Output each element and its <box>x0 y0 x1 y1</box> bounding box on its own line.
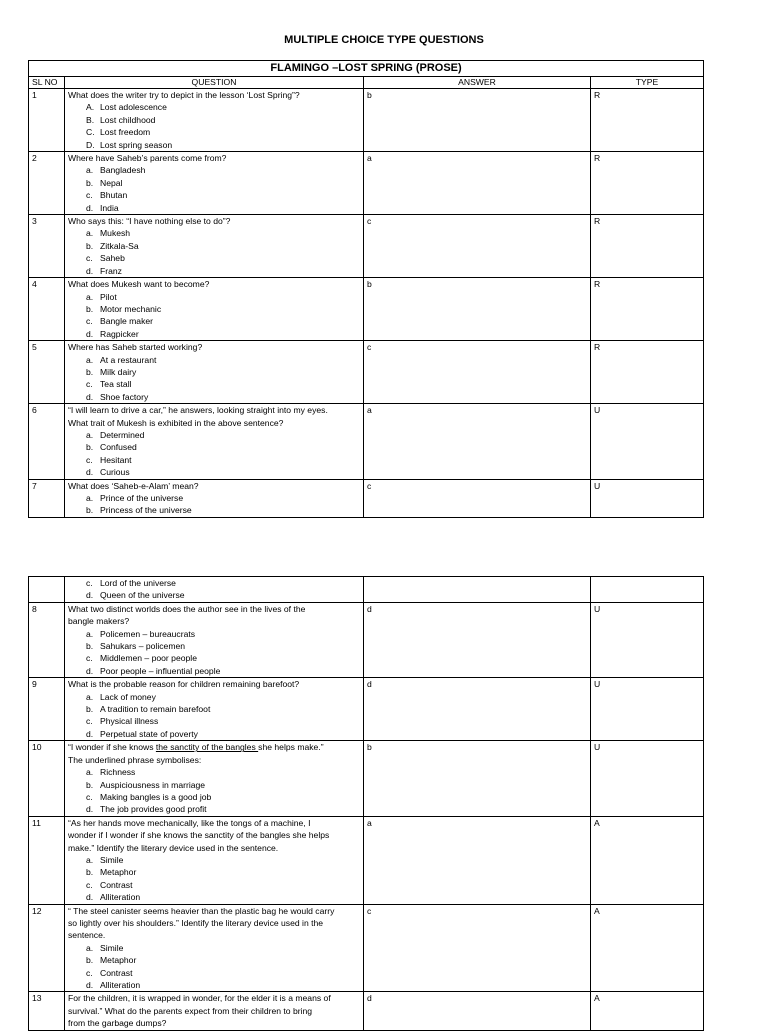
option-text: Metaphor <box>100 867 137 878</box>
slno-cell: 7 <box>29 479 65 517</box>
question-cell <box>65 341 364 404</box>
option <box>68 715 360 727</box>
type-cell <box>591 577 704 603</box>
option-letter: a. <box>86 942 94 953</box>
option <box>68 252 360 264</box>
mcq-table-part-2 <box>28 576 704 1031</box>
option <box>68 954 360 966</box>
option-text: Policemen – bureaucrats <box>100 628 196 639</box>
type-cell: U <box>591 741 704 816</box>
option-letter: d. <box>86 467 94 478</box>
option-text: Sahukars – policemen <box>100 641 186 652</box>
option <box>68 202 360 214</box>
option <box>68 979 360 991</box>
option-text: Princess of the universe <box>100 505 192 516</box>
answer-cell: d <box>364 602 591 677</box>
type-cell: R <box>591 341 704 404</box>
option <box>68 429 360 441</box>
option <box>68 303 360 315</box>
question-row <box>29 992 704 1030</box>
option-text: Franz <box>100 265 122 276</box>
page-title: MULTIPLE CHOICE TYPE QUESTIONS <box>284 34 484 46</box>
slno-cell: 11 <box>29 816 65 904</box>
option-letter: c. <box>86 653 93 664</box>
header-row <box>29 77 704 89</box>
option-text: Bangladesh <box>100 165 146 176</box>
option-text: Tea stall <box>100 379 132 390</box>
type-cell: A <box>591 816 704 904</box>
question-line: sentence. <box>68 930 106 941</box>
answer-cell: b <box>364 278 591 341</box>
option-letter: c. <box>86 253 93 264</box>
option-text: At a restaurant <box>100 354 157 365</box>
option-text: Confused <box>100 442 137 453</box>
slno-cell: 13 <box>29 992 65 1030</box>
question-row <box>29 741 704 816</box>
option-text: Lord of the universe <box>100 578 176 588</box>
option <box>68 291 360 303</box>
option-letter: d. <box>86 980 94 990</box>
option-letter: a. <box>86 628 94 639</box>
option <box>68 640 360 652</box>
question-line: “As her hands move mechanically, like the tongs of a machine, I <box>68 817 311 828</box>
option <box>68 227 360 239</box>
answer-cell: c <box>364 215 591 278</box>
option-text: Perpetual state of poverty <box>100 728 198 739</box>
option-letter: b. <box>86 955 94 966</box>
option <box>68 728 360 740</box>
question-line: What is the probable reason for children remaining barefoot? <box>68 679 300 690</box>
option-text: Shoe factory <box>100 391 149 402</box>
answer-cell <box>364 577 591 603</box>
option-letter: a. <box>86 429 94 440</box>
option-letter: d. <box>86 892 94 903</box>
continued-question-row <box>29 577 704 603</box>
option-letter: b. <box>86 505 94 516</box>
option <box>68 466 360 478</box>
option-text: Determined <box>100 429 145 440</box>
type-cell: A <box>591 992 704 1030</box>
question-cell <box>65 152 364 215</box>
option-letter: c. <box>86 578 93 588</box>
option-letter: a. <box>86 767 94 778</box>
option-letter: b. <box>86 177 94 188</box>
section-title-row <box>29 61 704 77</box>
header-slno: SL NO <box>29 77 65 89</box>
question-line: “I will learn to drive a car,” he answers, looking straight into my eyes. <box>68 405 328 416</box>
question-line: “ The steel canister seems heavier than the plastic bag he would carry <box>68 905 335 916</box>
option-text: Curious <box>100 467 130 478</box>
question-line: Who says this: “I have nothing else to do”? <box>68 216 231 227</box>
question-row <box>29 152 704 215</box>
slno-cell: 4 <box>29 278 65 341</box>
option <box>68 189 360 201</box>
type-cell: U <box>591 602 704 677</box>
type-cell: R <box>591 89 704 152</box>
question-line: What two distinct worlds does the author see in the lives of the <box>68 603 306 614</box>
option <box>68 967 360 979</box>
option <box>68 665 360 677</box>
question-row <box>29 602 704 677</box>
question-row <box>29 404 704 479</box>
option-letter: c. <box>86 791 93 802</box>
option <box>68 240 360 252</box>
answer-cell: b <box>364 89 591 152</box>
question-cell <box>65 479 364 517</box>
option-text: Lost childhood <box>100 114 156 125</box>
type-cell: R <box>591 215 704 278</box>
option <box>68 577 360 589</box>
question-cell <box>65 602 364 677</box>
question-cell <box>65 89 364 152</box>
question-cell <box>65 992 364 1030</box>
option-letter: b. <box>86 867 94 878</box>
question-line: Where has Saheb started working? <box>68 342 203 353</box>
option <box>68 315 360 327</box>
slno-cell: 12 <box>29 904 65 992</box>
option-letter: a. <box>86 493 94 503</box>
question-line <box>68 741 360 753</box>
option-letter: a. <box>86 291 94 302</box>
option-letter: d. <box>86 391 94 402</box>
option <box>68 492 360 504</box>
option-text: Alliteration <box>100 892 141 903</box>
answer-cell: d <box>364 992 591 1030</box>
underlined-phrase: the sanctity of the bangles <box>155 742 259 753</box>
section-title: FLAMINGO –LOST SPRING (PROSE) <box>29 61 704 77</box>
option-text: Queen of the universe <box>100 590 185 601</box>
question-row <box>29 89 704 152</box>
option-letter: c. <box>86 716 93 727</box>
type-cell: U <box>591 404 704 479</box>
option-letter: d. <box>86 590 94 601</box>
slno-cell: 2 <box>29 152 65 215</box>
option-letter: d. <box>86 328 94 339</box>
slno-cell: 3 <box>29 215 65 278</box>
option-letter: b. <box>86 779 94 790</box>
question-row <box>29 816 704 904</box>
option-letter: B. <box>86 114 95 125</box>
option-letter: d. <box>86 804 94 815</box>
option <box>68 703 360 715</box>
answer-cell: d <box>364 678 591 741</box>
option <box>68 328 360 340</box>
option-text: Alliteration <box>100 980 141 990</box>
option-letter: b. <box>86 366 94 377</box>
option-text: Pilot <box>100 291 117 302</box>
option-letter: D. <box>86 139 95 150</box>
question-line: bangle makers? <box>68 616 130 627</box>
option-letter: d. <box>86 265 94 276</box>
question-row <box>29 479 704 517</box>
option <box>68 803 360 815</box>
option-letter: b. <box>86 240 94 251</box>
question-line: survival.” What do the parents expect from their children to bring <box>68 1005 313 1016</box>
option-letter: b. <box>86 442 94 453</box>
type-cell: U <box>591 678 704 741</box>
question-cell <box>65 678 364 741</box>
option <box>68 691 360 703</box>
option-letter: a. <box>86 228 94 239</box>
option <box>68 101 360 113</box>
option <box>68 391 360 403</box>
option-letter: d. <box>86 728 94 739</box>
question-cell <box>65 904 364 992</box>
option <box>68 265 360 277</box>
option <box>68 779 360 791</box>
option-letter: A. <box>86 102 95 113</box>
option <box>68 177 360 189</box>
answer-cell: c <box>364 479 591 517</box>
answer-cell: c <box>364 904 591 992</box>
slno-cell: 10 <box>29 741 65 816</box>
option-letter: c. <box>86 379 93 390</box>
option-letter: a. <box>86 691 94 702</box>
option <box>68 652 360 664</box>
option <box>68 766 360 778</box>
question-row <box>29 278 704 341</box>
question-cell <box>65 816 364 904</box>
question-line: wonder if I wonder if she knows the sanctity of the bangles she helps <box>68 830 330 841</box>
option-text: Simile <box>100 854 124 865</box>
question-line: make.” Identify the literary device used in the sentence. <box>68 842 279 853</box>
question-text: “I wonder if she knows <box>68 742 156 753</box>
option <box>68 942 360 954</box>
question-row <box>29 904 704 992</box>
option-text: Milk dairy <box>100 366 137 377</box>
option-letter: c. <box>86 190 93 201</box>
question-line: from the garbage dumps? <box>68 1018 167 1029</box>
option-text: Richness <box>100 767 136 778</box>
option-text: Metaphor <box>100 955 137 966</box>
option-text: A tradition to remain barefoot <box>100 704 211 715</box>
question-row <box>29 341 704 404</box>
option <box>68 879 360 891</box>
option <box>68 589 360 601</box>
option <box>68 114 360 126</box>
option <box>68 164 360 176</box>
question-line: The underlined phrase symbolises: <box>68 754 202 765</box>
option-text: Hesitant <box>100 454 132 465</box>
question-line: What trait of Mukesh is exhibited in the above sentence? <box>68 417 284 428</box>
option-text: Middlemen – poor people <box>100 653 197 664</box>
option-letter: c. <box>86 967 93 978</box>
option <box>68 866 360 878</box>
option <box>68 354 360 366</box>
option <box>68 126 360 138</box>
option-text: Making bangles is a good job <box>100 791 212 802</box>
type-cell: A <box>591 904 704 992</box>
option-text: Physical illness <box>100 716 159 727</box>
question-line: For the children, it is wrapped in wonder, for the elder it is a means of <box>68 993 331 1004</box>
option-text: Lost adolescence <box>100 102 167 113</box>
option-letter: a. <box>86 854 94 865</box>
answer-cell: a <box>364 816 591 904</box>
option-letter: d. <box>86 665 94 676</box>
slno-cell: 5 <box>29 341 65 404</box>
answer-cell: a <box>364 404 591 479</box>
type-cell: U <box>591 479 704 517</box>
option-letter: c. <box>86 316 93 327</box>
header-answer: ANSWER <box>364 77 591 89</box>
slno-cell: 1 <box>29 89 65 152</box>
option-text: Motor mechanic <box>100 303 162 314</box>
header-question: QUESTION <box>65 77 364 89</box>
question-cell <box>65 215 364 278</box>
slno-cell <box>29 577 65 603</box>
option-text: Lack of money <box>100 691 156 702</box>
option-text: Contrast <box>100 879 133 890</box>
option-text: Prince of the universe <box>100 493 184 503</box>
option-text: Bhutan <box>100 190 128 201</box>
option <box>68 791 360 803</box>
slno-cell: 6 <box>29 404 65 479</box>
answer-cell: c <box>364 341 591 404</box>
option-letter: a. <box>86 354 94 365</box>
option-letter: d. <box>86 202 94 213</box>
option <box>68 454 360 466</box>
question-cell <box>65 278 364 341</box>
option-letter: c. <box>86 454 93 465</box>
answer-cell: b <box>364 741 591 816</box>
option <box>68 504 360 516</box>
option-text: Ragpicker <box>100 328 139 339</box>
option-text: The job provides good profit <box>100 804 207 815</box>
question-line: What does ‘Saheb-e-Alam’ mean? <box>68 480 199 491</box>
option-text: Auspiciousness in marriage <box>100 779 206 790</box>
slno-cell: 9 <box>29 678 65 741</box>
option-letter: b. <box>86 704 94 715</box>
mcq-table-part-1 <box>28 60 704 518</box>
question-line: What does the writer try to depict in the lesson ‘Lost Spring”? <box>68 90 300 100</box>
option <box>68 441 360 453</box>
question-cell <box>65 577 364 603</box>
slno-cell: 8 <box>29 602 65 677</box>
option-letter: b. <box>86 303 94 314</box>
question-row <box>29 678 704 741</box>
option-text: Poor people – influential people <box>100 665 221 676</box>
option-text: Zitkala-Sa <box>100 240 139 251</box>
question-line: Where have Saheb’s parents come from? <box>68 153 227 164</box>
option-letter: c. <box>86 879 93 890</box>
option-text: Nepal <box>100 177 123 188</box>
option <box>68 628 360 640</box>
option <box>68 366 360 378</box>
option-text: Saheb <box>100 253 125 264</box>
option <box>68 854 360 866</box>
option <box>68 891 360 903</box>
type-cell: R <box>591 152 704 215</box>
question-line: so lightly over his shoulders.” Identify the literary device used in the <box>68 917 324 928</box>
option-text: Simile <box>100 942 124 953</box>
option-text: Lost spring season <box>100 139 173 150</box>
question-text: she helps make.” <box>258 742 324 753</box>
option-letter: C. <box>86 127 95 138</box>
question-row <box>29 215 704 278</box>
answer-cell: a <box>364 152 591 215</box>
question-cell <box>65 741 364 816</box>
option-text: Mukesh <box>100 228 131 239</box>
question-line: What does Mukesh want to become? <box>68 279 210 290</box>
option-text: India <box>100 202 119 213</box>
question-cell <box>65 404 364 479</box>
option-letter: a. <box>86 165 94 176</box>
option-text: Bangle maker <box>100 316 154 327</box>
option-text: Contrast <box>100 967 133 978</box>
type-cell: R <box>591 278 704 341</box>
option-letter: b. <box>86 641 94 652</box>
option <box>68 378 360 390</box>
option-text: Lost freedom <box>100 127 151 138</box>
header-type: TYPE <box>591 77 704 89</box>
option <box>68 139 360 151</box>
